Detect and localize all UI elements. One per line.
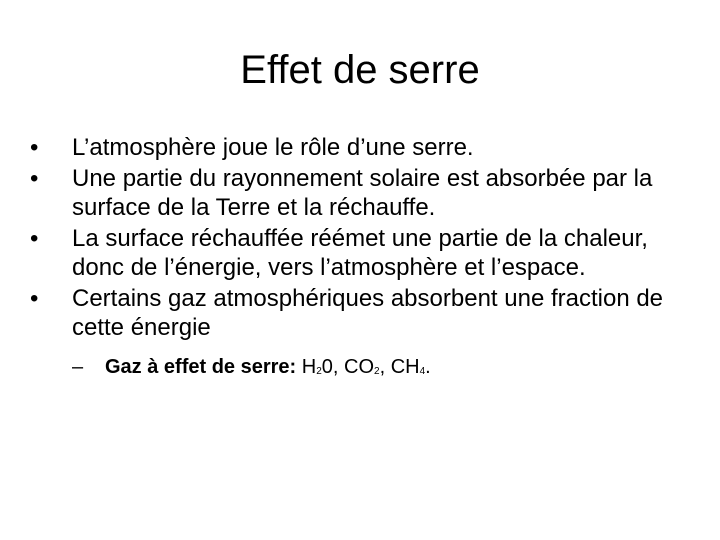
bullet-list bbox=[30, 133, 700, 387]
bullet-text: Une partie du rayonnement solaire est absorbée par la surface de la Terre et la réchauffe. bbox=[72, 165, 653, 221]
bullet-dot-icon: • bbox=[30, 165, 39, 192]
formula-subscript-2: 2 bbox=[374, 366, 380, 377]
slide-title: Effet de serre bbox=[240, 48, 480, 92]
formula-zero-co: 0, CO bbox=[321, 356, 375, 378]
formula-subscript-4: 4 bbox=[419, 366, 426, 377]
formula-end: . bbox=[425, 356, 431, 378]
sub-bullet-item bbox=[72, 354, 700, 385]
sub-bullet-list bbox=[72, 354, 700, 385]
bullet-text: L’atmosphère joue le rôle d’une serre. bbox=[72, 134, 474, 161]
bullet-text: Certains gaz atmosphériques absorbent une fraction de cette énergie bbox=[72, 285, 664, 341]
dash-icon: – bbox=[72, 356, 84, 378]
bullet-item bbox=[30, 224, 700, 282]
bullet-item bbox=[30, 284, 700, 385]
bullet-text: La surface réchauffée réémet une partie de la chaleur, donc de l’énergie, vers l’atmosphère et l’espace. bbox=[72, 225, 648, 281]
sub-bullet-label: Gaz à effet de serre: bbox=[105, 356, 297, 378]
bullet-item bbox=[30, 164, 700, 222]
bullet-dot-icon: • bbox=[30, 225, 39, 252]
formula-subscript-2: 2 bbox=[316, 366, 322, 377]
bullet-dot-icon: • bbox=[30, 285, 39, 312]
bullet-dot-icon: • bbox=[30, 134, 39, 161]
formula-ch: , CH bbox=[379, 356, 420, 378]
formula-h: H bbox=[296, 356, 317, 378]
bullet-item bbox=[30, 133, 700, 162]
